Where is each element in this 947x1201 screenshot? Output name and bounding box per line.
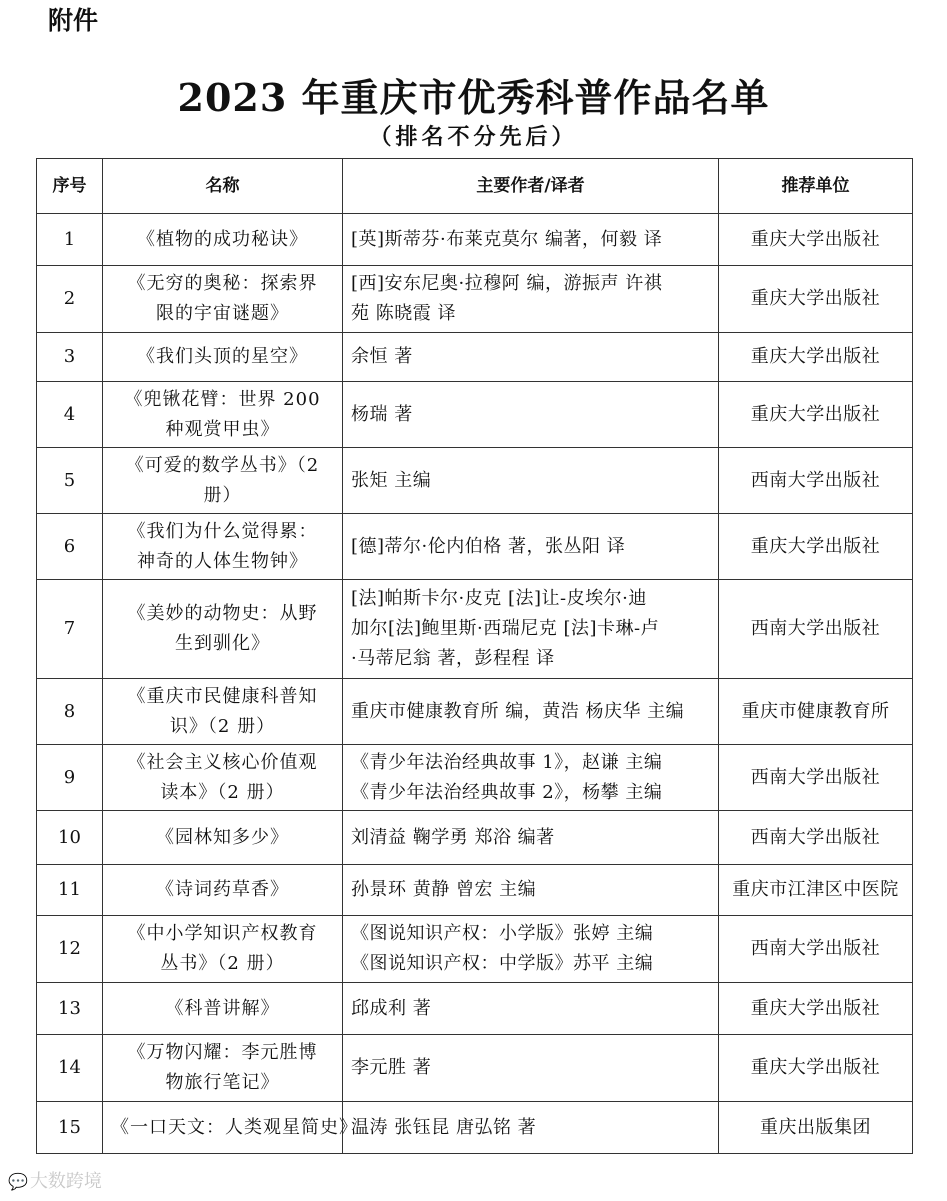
cell-author-line: 《青少年法治经典故事 1》，赵谦 主编 xyxy=(351,751,663,773)
cell-author xyxy=(343,679,719,745)
cell-unit: 重庆大学出版社 xyxy=(719,514,913,580)
cell-author xyxy=(343,865,719,916)
cell-author-line: 李元胜 著 xyxy=(351,1057,432,1078)
cell-author-line: [法]帕斯卡尔·皮克 [法]让-皮埃尔·迪 xyxy=(351,588,647,609)
cell-author-line: 《图说知识产权：小学版》张婷 主编 xyxy=(351,923,654,944)
cell-author-line: 孙景环 黄静 曾宏 主编 xyxy=(351,879,537,900)
cell-author-line: 张矩 主编 xyxy=(351,469,432,491)
cell-name-line: 《无穷的奥秘：探索界 xyxy=(127,273,318,294)
document-subtitle: （排名不分先后） xyxy=(369,124,578,150)
cell-name-line: 物旅行笔记》 xyxy=(165,1072,280,1093)
cell-author-line: 苑 陈晓霞 译 xyxy=(351,303,456,324)
cell-name-line: 读本》（2 册） xyxy=(160,781,285,803)
watermark xyxy=(8,1170,102,1194)
cell-index: 15 xyxy=(37,1102,103,1154)
table-row xyxy=(37,865,913,916)
cell-author-line: 《图说知识产权：中学版》苏平 主编 xyxy=(351,953,654,974)
table-row xyxy=(37,266,913,333)
cell-author-line: [英]斯蒂芬·布莱克莫尔 编著，何毅 译 xyxy=(351,228,663,250)
cell-name-line: 《中小学知识产权教育 xyxy=(127,923,318,944)
cell-name xyxy=(103,266,343,333)
cell-name xyxy=(103,916,343,983)
cell-author-line: 重庆市健康教育所 编，黄浩 杨庆华 主编 xyxy=(351,700,685,722)
cell-unit: 重庆大学出版社 xyxy=(719,1035,913,1102)
table-row xyxy=(37,1102,913,1154)
cell-unit: 重庆大学出版社 xyxy=(719,983,913,1035)
cell-unit: 重庆大学出版社 xyxy=(719,214,913,266)
cell-name-line: 识》（2 册） xyxy=(169,715,276,737)
cell-author xyxy=(343,514,719,580)
cell-index: 5 xyxy=(37,448,103,514)
cell-name-line: 《我们为什么觉得累： xyxy=(127,520,318,542)
cell-author xyxy=(343,745,719,811)
cell-name-line: 《植物的成功秘诀》 xyxy=(137,228,308,250)
header-index: 序号 xyxy=(37,159,103,214)
cell-author xyxy=(343,266,719,333)
cell-index: 6 xyxy=(37,514,103,580)
cell-author xyxy=(343,1102,719,1154)
cell-index: 2 xyxy=(37,266,103,333)
cell-name xyxy=(103,514,343,580)
cell-author xyxy=(343,811,719,865)
cell-name xyxy=(103,580,343,679)
header-unit: 推荐单位 xyxy=(719,159,913,214)
cell-author-line: 杨瑞 著 xyxy=(351,403,413,425)
table-row xyxy=(37,811,913,865)
cell-index: 4 xyxy=(37,382,103,448)
cell-author-line: 邱成利 著 xyxy=(351,997,432,1019)
cell-name-line: 《可爱的数学丛书》（2 xyxy=(125,454,320,476)
header-author: 主要作者/译者 xyxy=(343,159,719,214)
cell-author xyxy=(343,916,719,983)
cell-name-line: 《兜锹花臂：世界 200 xyxy=(124,388,321,410)
cell-author-line: 加尔[法]鲍里斯·西瑞尼克 [法]卡琳-卢 xyxy=(351,618,660,639)
cell-name xyxy=(103,745,343,811)
cell-name-line: 《美妙的动物史：从野 xyxy=(127,603,318,624)
cell-index: 8 xyxy=(37,679,103,745)
cell-name xyxy=(103,983,343,1035)
cell-author-line: 《青少年法治经典故事 2》，杨攀 主编 xyxy=(351,781,663,803)
cell-author xyxy=(343,983,719,1035)
cell-name xyxy=(103,1035,343,1102)
cell-index: 14 xyxy=(37,1035,103,1102)
cell-author xyxy=(343,214,719,266)
cell-author-line: [西]安东尼奥·拉穆阿 编，游振声 许祺 xyxy=(351,273,663,294)
speech-bubble-icon: 💬 xyxy=(8,1172,28,1191)
cell-unit: 重庆大学出版社 xyxy=(719,266,913,333)
table-row xyxy=(37,916,913,983)
cell-unit: 重庆市健康教育所 xyxy=(719,679,913,745)
table-row xyxy=(37,745,913,811)
document-title: 2023 年重庆市优秀科普作品名单 xyxy=(177,75,770,120)
table-body xyxy=(37,214,913,1154)
cell-name xyxy=(103,679,343,745)
table-row xyxy=(37,448,913,514)
cell-name xyxy=(103,865,343,916)
cell-name-line: 神奇的人体生物钟》 xyxy=(137,550,308,572)
table-row xyxy=(37,214,913,266)
cell-author xyxy=(343,1035,719,1102)
header-name: 名称 xyxy=(103,159,343,214)
cell-name xyxy=(103,382,343,448)
cell-author-line: 刘清益 鞠学勇 郑浴 编著 xyxy=(351,826,555,848)
table-row xyxy=(37,514,913,580)
cell-index: 12 xyxy=(37,916,103,983)
table-row xyxy=(37,333,913,382)
award-list-table xyxy=(36,158,913,1154)
cell-index: 13 xyxy=(37,983,103,1035)
cell-author-line: 余恒 著 xyxy=(351,346,413,367)
cell-unit: 重庆大学出版社 xyxy=(719,333,913,382)
cell-index: 11 xyxy=(37,865,103,916)
cell-unit: 西南大学出版社 xyxy=(719,811,913,865)
cell-name-line: 《我们头顶的星空》 xyxy=(137,346,308,367)
cell-author xyxy=(343,333,719,382)
cell-index: 7 xyxy=(37,580,103,679)
cell-name-line: 《社会主义核心价值观 xyxy=(127,751,318,773)
table-row xyxy=(37,1035,913,1102)
table-row xyxy=(37,983,913,1035)
cell-name xyxy=(103,1102,358,1154)
cell-author xyxy=(343,448,719,514)
cell-name xyxy=(103,448,343,514)
cell-name xyxy=(103,214,343,266)
cell-name-line: 种观赏甲虫》 xyxy=(165,418,280,440)
cell-name-line: 生到驯化》 xyxy=(175,633,270,654)
cell-author-line: [德]蒂尔·伦内伯格 著，张丛阳 译 xyxy=(351,535,626,557)
cell-unit: 西南大学出版社 xyxy=(719,448,913,514)
cell-name xyxy=(103,811,343,865)
cell-name-line: 限的宇宙谜题》 xyxy=(156,303,289,324)
cell-author xyxy=(343,580,719,679)
watermark-text: 大数跨境 xyxy=(29,1171,102,1192)
cell-name-line: 丛书》（2 册） xyxy=(160,953,285,974)
cell-name-line: 《一口天文：人类观星简史》 xyxy=(111,1116,358,1138)
cell-name-line: 《科普讲解》 xyxy=(165,997,280,1019)
cell-index: 3 xyxy=(37,333,103,382)
cell-unit: 西南大学出版社 xyxy=(719,916,913,983)
cell-author-line: ·马蒂尼翁 著，彭程程 译 xyxy=(351,648,555,669)
cell-name-line: 《万物闪耀：李元胜博 xyxy=(127,1042,318,1063)
cell-name-line: 册） xyxy=(203,484,242,506)
cell-index: 1 xyxy=(37,214,103,266)
cell-unit: 西南大学出版社 xyxy=(719,580,913,679)
table-header-row xyxy=(37,159,913,214)
table-row xyxy=(37,580,913,679)
cell-unit: 重庆出版集团 xyxy=(719,1102,913,1154)
cell-index: 10 xyxy=(37,811,103,865)
cell-author-line: 温涛 张钰昆 唐弘铭 著 xyxy=(351,1116,537,1138)
cell-name-line: 《重庆市民健康科普知 xyxy=(127,685,318,707)
table-row xyxy=(37,382,913,448)
cell-unit: 重庆市江津区中医院 xyxy=(719,865,913,916)
attachment-label: 附件 xyxy=(48,6,99,35)
cell-name-line: 《园林知多少》 xyxy=(156,826,289,848)
cell-author xyxy=(343,382,719,448)
cell-unit: 西南大学出版社 xyxy=(719,745,913,811)
table-row xyxy=(37,679,913,745)
cell-name xyxy=(103,333,343,382)
cell-unit: 重庆大学出版社 xyxy=(719,382,913,448)
cell-name-line: 《诗词药草香》 xyxy=(156,879,289,900)
cell-index: 9 xyxy=(37,745,103,811)
